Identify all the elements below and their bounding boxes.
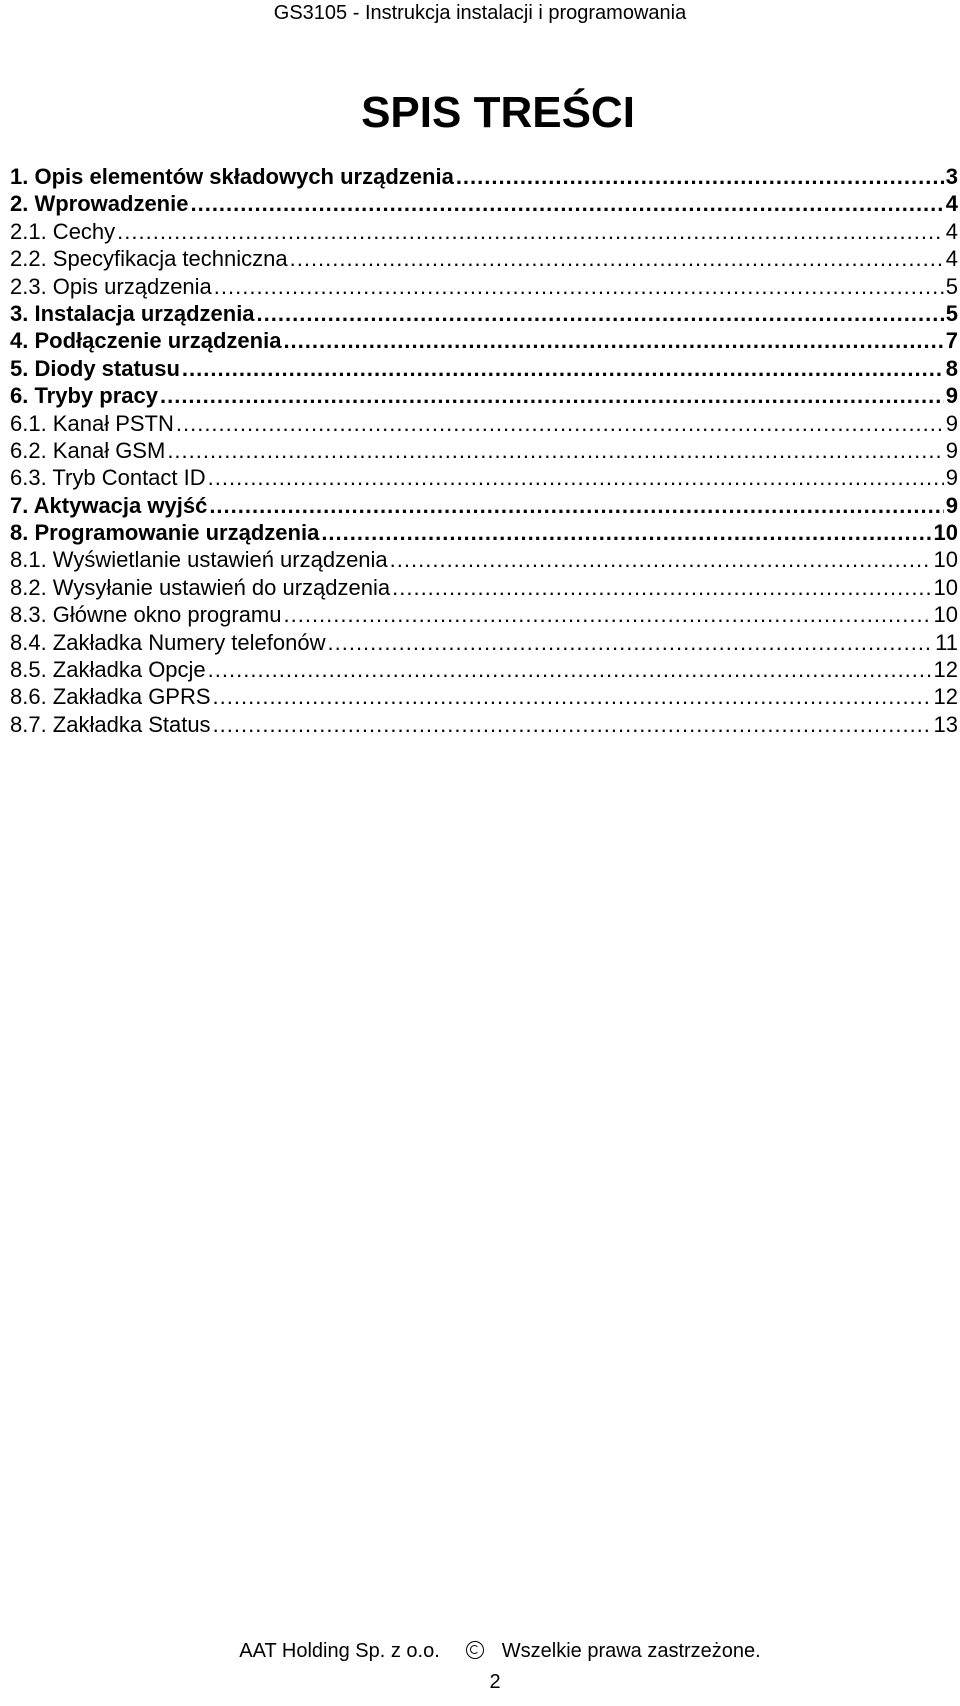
toc-dot-leader (208, 656, 932, 683)
toc-entry-title: 8.7. Zakładka Status (10, 711, 211, 737)
toc-entry[interactable] (10, 273, 960, 300)
toc-entry-page-number: 4 (945, 191, 958, 217)
toc-entry[interactable] (10, 190, 960, 217)
toc-entry-title: 7. Aktywacja wyjść (10, 492, 208, 518)
toc-entry-title: 6.2. Kanał GSM (10, 437, 166, 463)
toc-entry-page-number: 9 (945, 465, 958, 491)
toc-entry[interactable] (10, 382, 960, 409)
toc-entry-page-number: 13 (933, 711, 958, 737)
toc-entry-title: 6. Tryby pracy (10, 383, 158, 409)
toc-entry-title: 8. Programowanie urządzenia (10, 520, 320, 546)
toc-entry-page-number: 3 (945, 164, 958, 189)
toc-entry-page-number: 9 (945, 383, 958, 409)
toc-entry[interactable] (10, 300, 960, 327)
toc-entry[interactable] (10, 574, 960, 601)
toc-entry-title: 8.6. Zakładka GPRS (10, 684, 211, 710)
toc-dot-leader (328, 629, 934, 656)
toc-dot-leader (209, 492, 943, 519)
toc-dot-leader (213, 683, 932, 710)
page-header: GS3105 - Instrukcja instalacji i programowania (273, 2, 687, 24)
toc-entry-title: 2.1. Cechy (10, 218, 116, 244)
toc-dot-leader (213, 711, 932, 738)
toc-dot-leader (167, 437, 943, 464)
toc-entry-page-number: 10 (933, 602, 958, 628)
footer-rights: Wszelkie prawa zastrzeżone. (501, 1640, 761, 1662)
toc-entry-page-number: 9 (945, 410, 958, 436)
toc-dot-leader (321, 519, 931, 546)
toc-dot-leader (390, 546, 932, 573)
toc-dot-leader (284, 601, 932, 628)
toc-dot-leader (160, 382, 944, 409)
toc-entry-title: 4. Podłączenie urządzenia (10, 328, 282, 354)
toc-entry[interactable] (10, 245, 960, 272)
toc-entry[interactable] (10, 163, 960, 190)
toc-dot-leader (290, 245, 944, 272)
toc-title: SPIS TREŚCI (361, 88, 635, 137)
toc-entry-title: 8.2. Wysyłanie ustawień do urządzenia (10, 574, 391, 600)
toc-entry-title: 2.2. Specyfikacja techniczna (10, 246, 288, 272)
copyright-icon (466, 1641, 484, 1659)
toc-entry-page-number: 10 (933, 547, 958, 573)
toc-dot-leader (257, 300, 944, 327)
toc-dot-leader (456, 163, 944, 190)
toc-dot-leader (182, 355, 944, 382)
toc-dot-leader (190, 190, 943, 217)
toc-entry-title: 8.3. Główne okno programu (10, 602, 282, 628)
toc-entry-page-number: 5 (945, 300, 958, 326)
toc-entry[interactable] (10, 601, 960, 628)
toc-entry-title: 3. Instalacja urządzenia (10, 300, 255, 326)
toc-entry[interactable] (10, 355, 960, 382)
toc-dot-leader (117, 218, 944, 245)
toc-entry[interactable] (10, 492, 960, 519)
toc-entry-page-number: 9 (945, 492, 958, 518)
toc-dot-leader (392, 574, 931, 601)
toc-entry-title: 1. Opis elementów składowych urządzenia (10, 164, 454, 189)
toc-entry-title: 8.5. Zakładka Opcje (10, 657, 206, 683)
toc-entry[interactable] (10, 546, 960, 573)
toc-entry-title: 6.1. Kanał PSTN (10, 410, 174, 436)
page-footer (0, 1638, 960, 1695)
toc-entry-title: 2. Wprowadzenie (10, 191, 189, 217)
toc-entry-page-number: 9 (945, 437, 958, 463)
toc-entry[interactable] (10, 218, 960, 245)
toc-entry-page-number: 12 (933, 684, 958, 710)
footer-company: AAT Holding Sp. z o.o. (239, 1640, 440, 1662)
toc-entry[interactable] (10, 519, 960, 546)
toc-entry-title: 8.4. Zakładka Numery telefonów (10, 629, 326, 655)
toc-entry[interactable] (10, 656, 960, 683)
toc-entry-page-number: 10 (933, 574, 958, 600)
toc-entry-page-number: 5 (945, 273, 958, 299)
toc-entry-page-number: 10 (933, 520, 958, 546)
toc-entry-page-number: 12 (933, 657, 958, 683)
toc-dot-leader (208, 464, 944, 491)
toc-entry-title: 8.1. Wyświetlanie ustawień urządzenia (10, 547, 388, 573)
toc-entry-title: 6.3. Tryb Contact ID (10, 465, 206, 491)
toc-entry[interactable] (10, 711, 960, 738)
toc-entry-page-number: 8 (945, 355, 958, 381)
toc-entry[interactable] (10, 629, 960, 656)
toc-entry-page-number: 7 (945, 328, 958, 354)
toc-entry[interactable] (10, 464, 960, 491)
toc-entry-title: 2.3. Opis urządzenia (10, 273, 212, 299)
footer-copyright-line (0, 1638, 960, 1664)
toc-dot-leader (176, 410, 944, 437)
toc-entry[interactable] (10, 437, 960, 464)
toc-entry-title: 5. Diody statusu (10, 355, 180, 381)
toc-entry-page-number: 11 (935, 629, 958, 655)
toc-dot-leader (214, 273, 944, 300)
toc-entry[interactable] (10, 327, 960, 354)
toc-dot-leader (283, 327, 943, 354)
toc-entry[interactable] (10, 410, 960, 437)
table-of-contents (10, 163, 960, 738)
page-number: 2 (489, 1671, 501, 1693)
toc-entry-page-number: 4 (945, 246, 958, 272)
toc-entry[interactable] (10, 683, 960, 710)
toc-entry-page-number: 4 (945, 218, 958, 244)
